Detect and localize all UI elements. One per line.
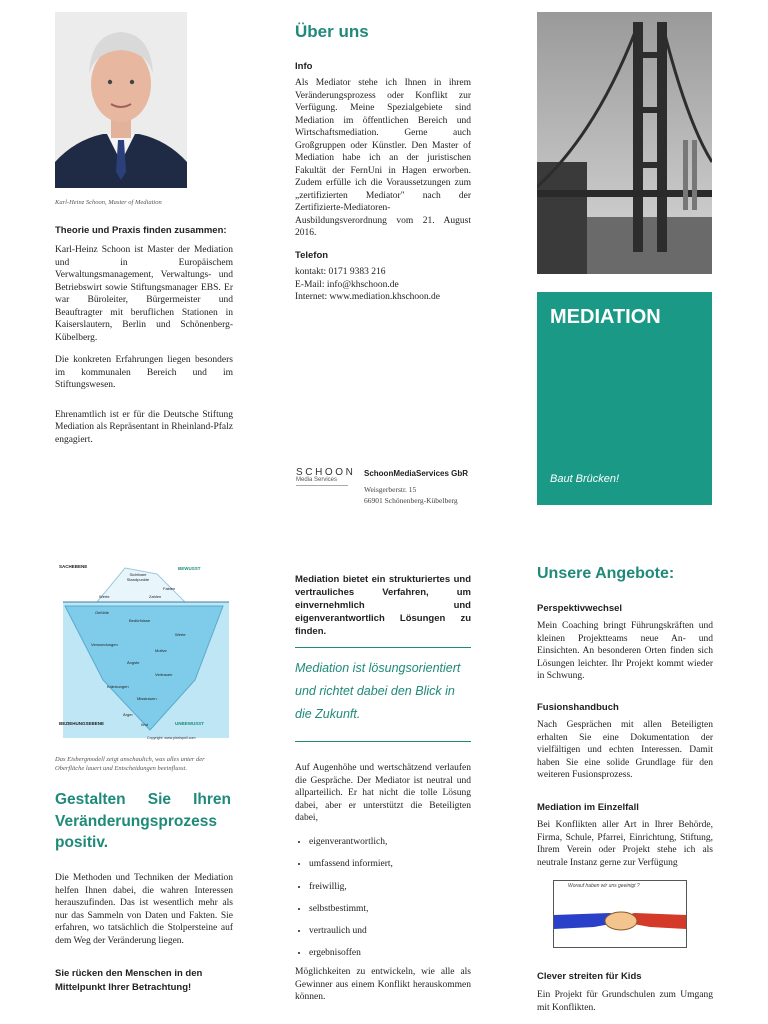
iceberg-label-item: Sichtbare Standpunkte	[126, 572, 150, 582]
principle-item: • selbstbestimmt,	[309, 903, 471, 916]
cover-tagline: Baut Brücken!	[550, 473, 620, 485]
process-heading: Gestalten Sie Ihren Veränderungsprozess positiv.	[55, 791, 231, 851]
offer-text: Nach Gesprächen mit allen Beteiligten erhalten Sie eine Dokumentation der vielfältigen und echten Interessen. Damit haben Sie eine solide Grundlage für den weiteren Fusionsprozess.	[537, 720, 713, 780]
bridge-photo	[537, 12, 712, 274]
handshake-image	[553, 880, 687, 948]
offer-heading: Fusionshandbuch	[537, 702, 619, 713]
quote-divider-top	[295, 647, 471, 648]
cover-title: MEDIATION	[550, 306, 661, 328]
principle-item: • ergebnisoffen	[309, 947, 471, 960]
mediation-closing: Möglichkeiten zu entwickeln, wie alle als Gewinner aus einem Konflikt herauskommen können.	[295, 967, 471, 1002]
iceberg-label-item: Motive	[155, 648, 167, 653]
process-text: Die Methoden und Techniken der Mediation helfen Ihnen dabei, die wahren Interessen herauszufinden. Das ist wesentlich mehr als nur das Sammeln von Daten und Fakten. Sie erfahren, wo tatsächlich die Stolpersteine auf dem Weg der Veränderung liegen.	[55, 873, 233, 946]
iceberg-label-item: Wut	[141, 722, 149, 727]
logo-line	[296, 485, 348, 486]
principle-item: • umfassend informiert,	[309, 858, 471, 871]
offer-heading: Perspektivwechsel	[537, 603, 623, 614]
iceberg-label-item: Gefühle	[95, 610, 110, 615]
theory-paragraph: Die konkreten Erfahrungen liegen besonders im kommunalen Bereich und im Stiftungswesen.	[55, 355, 233, 390]
iceberg-label-item: Ängste	[127, 660, 140, 665]
principle-item: • vertraulich und	[309, 925, 471, 938]
theory-text	[55, 244, 233, 456]
theory-paragraph: Karl-Heinz Schoon ist Master der Mediation und in Europäischem Verwaltungsmanagement, Verwaltungs- und Betriebswirt sowie Stiftungsmanager EBS. Er war Büroleiter, Bürgermeister und Beauftragter mit beruflichen Stationen in Kaiserslautern, Berlin und Schönenberg-Kübelberg.	[55, 245, 233, 343]
address-city: 66901 Schönenberg-Kübelberg	[364, 496, 458, 505]
offers-title: Unsere Angebote:	[537, 565, 675, 582]
iceberg-label-item: Zahlen	[149, 594, 162, 599]
info-heading: Info	[295, 61, 313, 72]
iceberg-image	[55, 560, 233, 746]
iceberg-label-item: Werte	[99, 594, 110, 599]
quote-divider-bottom	[295, 741, 471, 742]
kids-text: Ein Projekt für Grundschulen zum Umgang mit Konflikten.	[537, 990, 713, 1013]
phone-heading: Telefon	[295, 250, 329, 261]
portrait-photo	[55, 12, 187, 188]
iceberg-label-item: Misstrauen	[137, 696, 157, 701]
contact-website[interactable]: Internet: www.mediation.khschoon.de	[295, 292, 441, 302]
company-address	[364, 484, 458, 506]
company-logo	[296, 467, 354, 486]
principle-item: • freiwillig,	[309, 881, 471, 894]
iceberg-caption: Das Eisbergmodell zeigt anschaulich, was alles unter der Oberfläche lauert und Entscheidungen beeinflusst.	[55, 756, 205, 772]
mediation-cover-panel	[537, 292, 712, 505]
iceberg-label-beziehungsebene: BEZIEHUNGSEBENE	[59, 721, 105, 726]
company-name: SchoonMediaServices GbR	[364, 469, 469, 478]
logo-text: SCHOON	[296, 467, 356, 478]
mediation-intro: Mediation bietet ein strukturiertes und vertrauliches Verfahren, um einvernehmlich und eigenverantwortlich Lösungen zu finden.	[295, 574, 471, 637]
mediation-quote: Mediation ist lösungsorientiert und richtet dabei den Blick in die Zukunft.	[295, 661, 461, 721]
iceberg-label-item: Fakten	[163, 586, 176, 591]
iceberg-label-item: Kränkungen	[107, 684, 129, 689]
iceberg-label-item: Werte	[175, 632, 186, 637]
contact-block	[295, 266, 440, 304]
iceberg-copyright: Copyright: www.pixelspell.com	[147, 736, 196, 740]
mediation-paragraph: Auf Augenhöhe und wertschätzend verlaufen die Gespräche. Der Mediator ist neutral und allparteilich. Er hat nicht die tolle Lösung dabei, aber er unterstützt die Beteiligten dabei,	[295, 763, 471, 823]
iceberg-label-item: Ärger	[123, 712, 133, 717]
contact-phone: kontakt: 0171 9383 216	[295, 267, 386, 277]
logo-subtext: Media Services	[296, 477, 338, 483]
info-text: Als Mediator stehe ich Ihnen in ihrem Veränderungsprozess oder Konflikt zur Verfügung. Meine Spezialgebiete sind Mediation im öffentlichen Bereich und Wirtschaftsmediation. Gerne auch Großgruppen oder Künstler. Den Master of Mediation habe ich an der juristischen Fakultät der FernUni in Hagen erworben. Zudem erfülle ich die Voraussetzungen zum „zertifizierten Mediator" nach der Zertifizierte-Mediatoren-Ausbildungsverordnung vom 21. August 2016.	[295, 78, 471, 238]
iceberg-label-sachebene: SACHEBENE	[59, 564, 88, 569]
theory-paragraph: Ehrenamtlich ist er für die Deutsche Stiftung Mediation als Repräsentant in Rheinland-Pfalz engagiert.	[55, 409, 233, 445]
offer-text: Mein Coaching bringt Führungskräften und kleinen Projektteams neue An- und Einsichten. An besonderen Orten finden sich Lösungen leichter. Ihr Projekt kommt wieder in Schwung.	[537, 621, 713, 681]
theory-heading: Theorie und Praxis finden zusammen:	[55, 225, 227, 236]
iceberg-label-item: Verwundungen	[91, 642, 118, 647]
contact-email[interactable]: E-Mail: info@khschoon.de	[295, 279, 399, 290]
offer-text: Bei Konflikten aller Art in Ihrer Behörde, Firma, Schule, Pfarrei, Einrichtung, Stiftung, Ihrem Verein oder Projekt stehe ich als neutrale Instanz gerne zur Verfügung	[537, 820, 713, 868]
iceberg-label-item: Bedürfnisse	[129, 618, 151, 623]
principle-item: • eigenverantwortlich,	[309, 836, 471, 849]
iceberg-label-item: Vertrauen	[155, 672, 173, 677]
process-closing: Sie rücken den Menschen in den Mittelpunkt Ihrer Betrachtung!	[55, 968, 203, 993]
principles-list	[295, 836, 471, 970]
address-street: Weisgerberstr. 15	[364, 485, 417, 494]
iceberg-label-bewusst: BEWUSST	[178, 566, 201, 571]
handshake-caption: Worauf haben wir uns geeinigt ?	[568, 883, 640, 889]
offer-heading: Mediation im Einzelfall	[537, 802, 639, 813]
about-title: Über uns	[295, 22, 369, 41]
iceberg-label-unbewusst: UNBEWUSST	[175, 721, 204, 726]
portrait-caption: Karl-Heinz Schoon, Master of Mediation	[55, 199, 162, 206]
kids-heading: Clever streiten für Kids	[537, 971, 642, 982]
